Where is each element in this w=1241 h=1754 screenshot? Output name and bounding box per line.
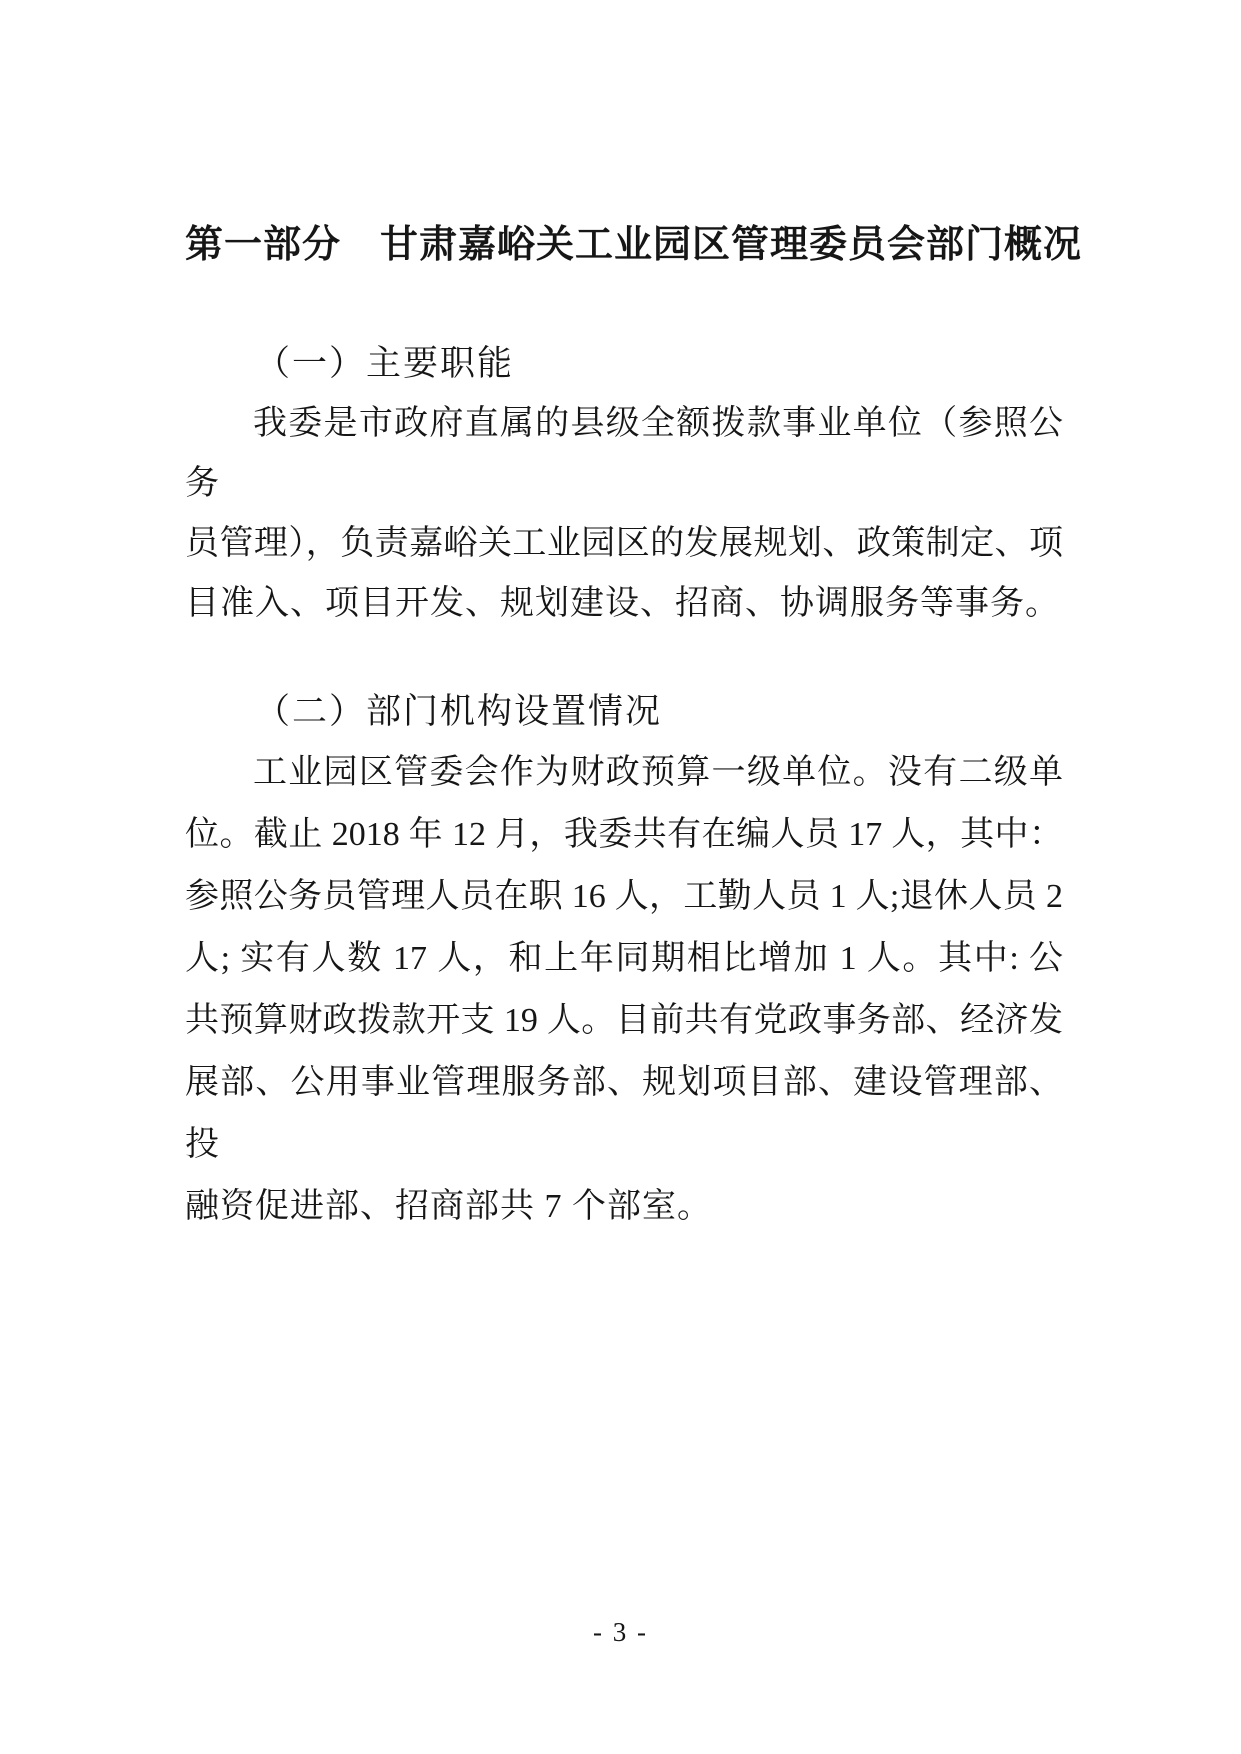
body-line: 人; 实有人数 17 人，和上年同期相比增加 1 人。其中: 公 xyxy=(185,940,1063,977)
body-line: 目准入、项目开发、规划建设、招商、协调服务等事务。 xyxy=(185,585,1060,622)
body-line: 我委是市政府直属的县级全额拨款事业单位（参照公务 xyxy=(185,405,1063,502)
body-line: 参照公务员管理人员在职 16 人，工勤人员 1 人;退休人员 2 xyxy=(185,878,1063,915)
page-number: - 3 - xyxy=(593,1617,648,1647)
body-line: 工业园区管委会作为财政预算一级单位。没有二级单 xyxy=(253,754,1063,791)
section2-heading: （二）部门机构设置情况 xyxy=(255,692,663,731)
body-line: 展部、公用事业管理服务部、规划项目部、建设管理部、投 xyxy=(185,1064,1063,1163)
body-line: 融资促进部、招商部共 7 个部室。 xyxy=(185,1188,712,1225)
document-title: 第一部分 甘肃嘉峪关工业园区管理委员会部门概况 xyxy=(185,224,1083,266)
body-line: 共预算财政拨款开支 19 人。目前共有党政事务部、经济发 xyxy=(185,1002,1063,1039)
body-line: 位。截止 2018 年 12 月，我委共有在编人员 17 人，其中： xyxy=(185,816,1063,853)
section-org-structure xyxy=(185,682,1063,1238)
document-body xyxy=(185,222,1083,1238)
section-main-duties xyxy=(185,334,1063,634)
section1-heading: （一）主要职能 xyxy=(255,344,515,383)
body-line: 员管理），负责嘉峪关工业园区的发展规划、政策制定、项 xyxy=(185,525,1063,562)
